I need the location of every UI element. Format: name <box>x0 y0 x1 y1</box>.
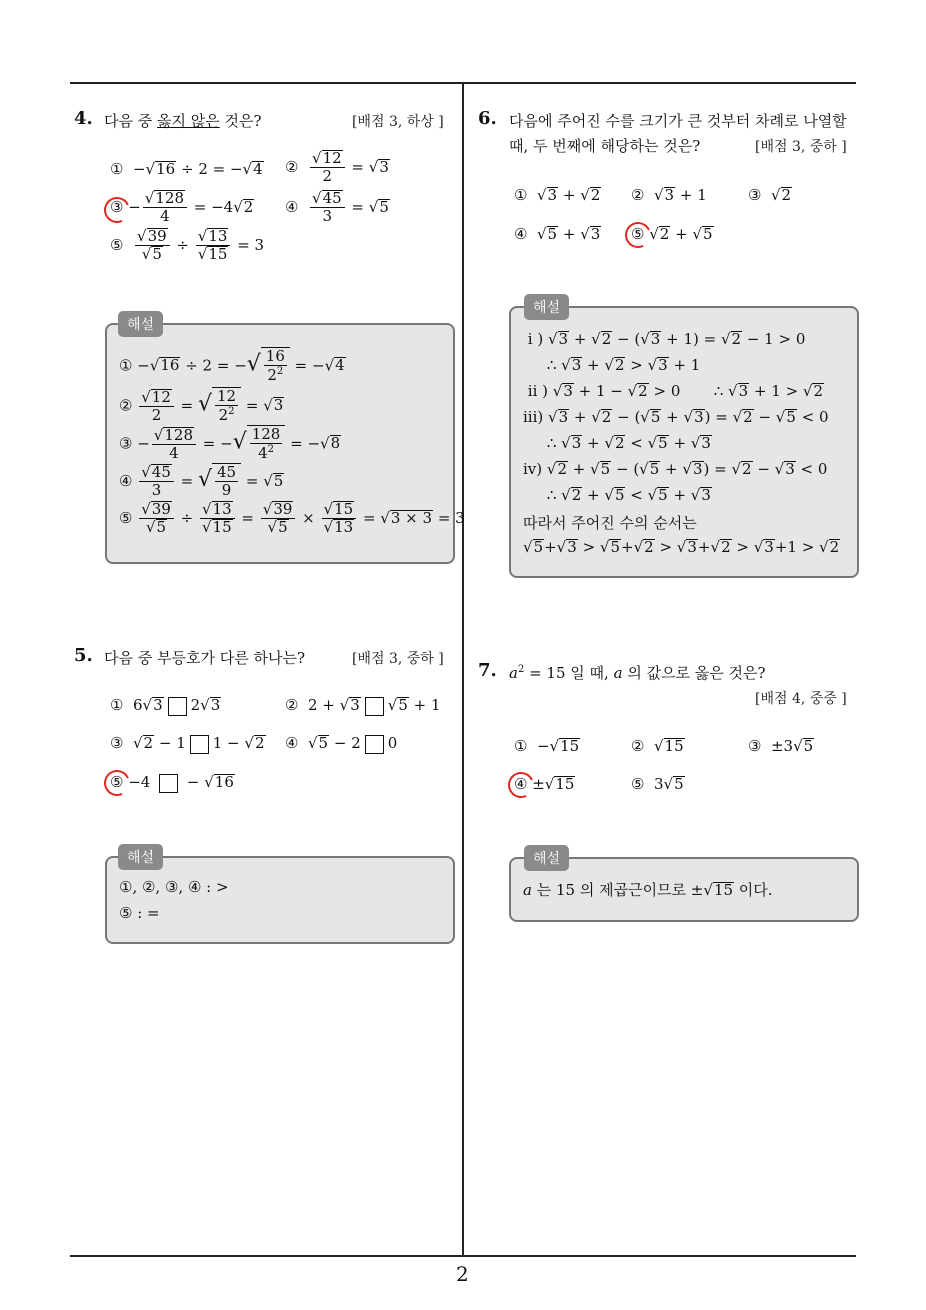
q5-sol-line-2: ⑤ : = <box>119 904 160 922</box>
q5-option-2[interactable]: ② 2 + √3 √5 + 1 <box>285 696 441 714</box>
q4-question <box>104 110 262 131</box>
q5-tag: [배점 3, 중하 ] <box>352 651 444 667</box>
q5-number: 5. <box>74 645 93 666</box>
q7-text-suffix: 일 때, <box>565 664 614 682</box>
q6-sol-line-1: i ) √3 + √2 − (√3 + 1) = √2 − 1 > 0 <box>523 330 806 348</box>
q4-sol-line-3: ③ − $\frac{√128}{4}$ = −√ $\frac{128}{4^2}$ = −√8 <box>119 425 341 463</box>
q4-option-1-mark: ① <box>110 160 124 178</box>
q5-question: 다음 중 부등호가 다른 하나는? <box>104 649 305 667</box>
q5-solution-label: 해설 <box>118 844 163 870</box>
q6-sol-order: √5+√3 > √5+√2 > √3+√2 > √3+1 > √2 <box>523 538 840 556</box>
q5-option-1[interactable]: ① 6√3 2√3 <box>110 696 221 714</box>
q4-option-4[interactable]: ④ $\frac{√45}{3}$ = √5 <box>285 189 389 226</box>
q6-option-2[interactable]: ② √3 + 1 <box>631 186 707 204</box>
q6-option-1[interactable]: ① √3 + √2 <box>514 186 601 204</box>
bottom-rule <box>70 1255 856 1257</box>
q5-blank-box <box>190 735 209 754</box>
q7-answer-circle <box>504 768 537 801</box>
q6-option-5[interactable]: ⑤ √2 + √5 <box>631 225 713 243</box>
q6-sol-line-5: ∴ √3 + √2 < √5 + √3 <box>523 434 711 452</box>
q4-sol-line-1: ① −√16 ÷ 2 = −√ $\frac{16}{2^2}$ = −√4 <box>119 347 345 385</box>
q6-sol-line-7: ∴ √2 + √5 < √5 + √3 <box>523 486 711 504</box>
q6-sol-line-4: iii) √3 + √2 − (√5 + √3) = √2 − √5 < 0 <box>523 408 829 426</box>
q4-text-suffix: 것은? <box>219 112 262 130</box>
q6-tag: [배점 3, 중하 ] <box>755 139 847 155</box>
page-number: 2 <box>456 1262 469 1286</box>
q4-number: 4. <box>74 108 93 129</box>
q6-option-4[interactable]: ④ √5 + √3 <box>514 225 601 243</box>
q7-sol-suffix: 이다. <box>734 881 773 899</box>
q5-blank-box <box>365 697 384 716</box>
q4-option-3-mark: ③ <box>110 197 124 216</box>
q7-sol-prefix: 는 15 의 제곱근이므로 ± <box>531 881 704 899</box>
q5-blank-box <box>168 697 187 716</box>
q7-option-4[interactable]: ④ ±√15 <box>514 775 575 793</box>
q6-sol-line-6: iv) √2 + √5 − (√5 + √3) = √2 − √3 < 0 <box>523 460 828 478</box>
q4-option-4-mark: ④ <box>285 197 299 216</box>
q7-option-5[interactable]: ⑤ 3√5 <box>631 775 684 793</box>
q7-text-end: 의 값으로 옳은 것은? <box>622 664 766 682</box>
q5-blank-box <box>159 774 178 793</box>
q7-tag: [배점 4, 중중 ] <box>755 691 847 707</box>
q4-solution-panel <box>105 323 465 564</box>
q6-question-line-2: 때, 두 번째에 해당하는 것은? <box>509 137 701 155</box>
q6-solution-panel <box>509 306 859 578</box>
q5-option-5[interactable]: ⑤ −4 − √16 <box>110 773 234 791</box>
q5-option-3[interactable]: ③ √2 − 1 1 − √2 <box>110 734 265 752</box>
column-divider <box>462 82 464 1256</box>
q4-tag: [배점 3, 하상 ] <box>352 114 444 130</box>
q7-sol-line: a 는 15 의 제곱근이므로 ±√15 이다. <box>523 881 773 899</box>
q4-solution-label: 해설 <box>118 311 163 337</box>
q5-option-4[interactable]: ④ √5 − 2 0 <box>285 734 398 752</box>
q7-option-1[interactable]: ① −√15 <box>514 737 580 755</box>
q5-sol-line-1: ①, ②, ③, ④ : > <box>119 878 229 896</box>
q7-number: 7. <box>478 660 497 681</box>
q5-answer-circle <box>100 766 133 799</box>
q7-option-2[interactable]: ② √15 <box>631 737 684 755</box>
q6-sol-line-2: ∴ √3 + √2 > √3 + 1 <box>523 356 701 374</box>
q4-text-prefix: 다음 중 <box>104 112 158 130</box>
q4-option-2-mark: ② <box>285 157 299 176</box>
q6-answer-circle <box>621 218 654 251</box>
q7-solution-label: 해설 <box>524 845 569 871</box>
q6-solution-label: 해설 <box>524 294 569 320</box>
q4-sol-line-4: ④ $\frac{√45}{3}$ = √ $\frac{45}{9}$ = √5 <box>119 463 284 500</box>
q4-option-1[interactable]: ① −√16 ÷ 2 = −√4 <box>110 160 263 178</box>
q4-option-3[interactable]: ③ − $\frac{√128}{4}$ = −4√2 <box>110 189 254 226</box>
q6-question-line-1: 다음에 주어진 수를 크기가 큰 것부터 차례로 나열할 <box>509 112 847 130</box>
q6-number: 6. <box>478 108 497 129</box>
q4-sol-line-2: ② $\frac{√12}{2}$ = √ $\frac{12}{2^2}$ = √3 <box>119 387 284 425</box>
q4-option-5[interactable]: ⑤ $\frac{√39}{√5}$ ÷ $\frac{√13}{√15}$ = 3 <box>110 227 265 264</box>
q4-option-2[interactable]: ② $\frac{√12}{2}$ = √3 <box>285 149 389 186</box>
q6-sol-conclusion: 따라서 주어진 수의 순서는 <box>523 514 697 532</box>
q4-sol-line-5: ⑤ $\frac{√39}{√5}$ ÷ $\frac{√13}{√15}$ = $\frac{√39}{√5}$ × $\frac{√15}{√13}$ = √3 × 3 = 3 <box>119 500 465 537</box>
q6-sol-line-3: ii ) √3 + 1 − √2 > 0 ∴ √3 + 1 > √2 <box>523 382 824 400</box>
q7-question: $a^2 = 15$ 일 때, a 의 값으로 옳은 것은? <box>509 664 766 682</box>
q4-option-5-mark: ⑤ <box>110 235 124 254</box>
q4-text-underlined: 옳지 않은 <box>157 112 220 130</box>
q5-blank-box <box>365 735 384 754</box>
q6-option-3[interactable]: ③ √2 <box>748 186 792 204</box>
q7-option-3[interactable]: ③ ±3√5 <box>748 737 814 755</box>
